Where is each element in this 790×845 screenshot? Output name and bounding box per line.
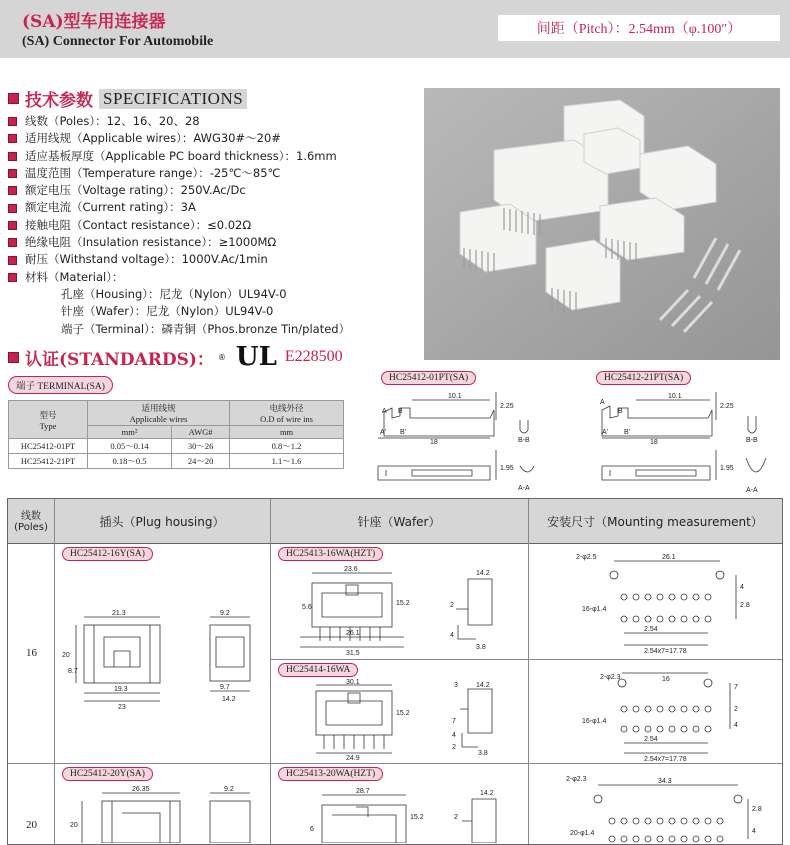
mark-b-prime: B' bbox=[624, 429, 631, 436]
mount-20-drawing bbox=[532, 773, 778, 843]
svg-text:28.7: 28.7 bbox=[356, 788, 370, 795]
svg-text:14.2: 14.2 bbox=[476, 682, 490, 689]
mark-a: A bbox=[382, 408, 387, 415]
svg-text:2-φ2.5: 2-φ2.5 bbox=[576, 554, 597, 561]
svg-text:2.54: 2.54 bbox=[644, 736, 658, 743]
dim-length: 10.1 bbox=[668, 393, 682, 400]
svg-text:20: 20 bbox=[62, 652, 70, 659]
dim-height: 2.25 bbox=[500, 403, 514, 410]
svg-text:2.54x7=17.78: 2.54x7=17.78 bbox=[644, 648, 687, 653]
svg-text:2: 2 bbox=[454, 814, 458, 821]
mark-a-prime: A' bbox=[602, 429, 609, 436]
dim-total: 18 bbox=[650, 439, 658, 446]
svg-text:19.3: 19.3 bbox=[114, 686, 128, 693]
svg-text:14.2: 14.2 bbox=[476, 570, 490, 577]
svg-text:16-φ1.4: 16-φ1.4 bbox=[582, 606, 607, 613]
terminal-01pt-drawing bbox=[372, 386, 552, 496]
bullet-square-icon bbox=[8, 169, 17, 178]
svg-text:16: 16 bbox=[662, 676, 670, 683]
divider bbox=[8, 763, 782, 764]
title-chinese: (SA)型车用连接器 bbox=[22, 12, 166, 32]
mark-a-prime: A' bbox=[380, 429, 387, 436]
svg-text:4: 4 bbox=[740, 584, 744, 591]
spec-item: 额定电流（Current rating）：3A bbox=[8, 199, 350, 216]
section-bb: B-B bbox=[518, 437, 530, 444]
bullet-square-icon bbox=[8, 152, 17, 161]
svg-text:4: 4 bbox=[450, 632, 454, 639]
mount-16-a-drawing bbox=[532, 549, 778, 653]
svg-text:4: 4 bbox=[734, 722, 738, 729]
svg-text:7: 7 bbox=[734, 684, 738, 691]
standards-line bbox=[8, 342, 343, 372]
bullet-square-icon bbox=[8, 117, 17, 126]
ul-file-number: E228500 bbox=[284, 348, 343, 365]
table-cell: 24～20 bbox=[172, 454, 230, 469]
svg-text:34.3: 34.3 bbox=[658, 778, 672, 785]
svg-text:2: 2 bbox=[734, 706, 738, 713]
terminal-label: 端子 TERMINAL(SA) bbox=[8, 376, 113, 394]
divider bbox=[54, 499, 55, 844]
spec-item: 额定电压（Voltage rating）：250V.Ac/Dc bbox=[8, 182, 350, 199]
svg-text:26.1: 26.1 bbox=[662, 554, 676, 561]
divider bbox=[528, 499, 529, 844]
bullet-square-icon bbox=[8, 134, 17, 143]
svg-text:8.7: 8.7 bbox=[68, 668, 78, 675]
table-row bbox=[9, 454, 344, 469]
spec-item: 耐压（Withstand voltage）：1000V.Ac/1min bbox=[8, 251, 350, 268]
svg-text:2: 2 bbox=[450, 602, 454, 609]
svg-text:23.6: 23.6 bbox=[344, 566, 358, 573]
spec-item: 材料（Material）： bbox=[8, 269, 350, 286]
svg-text:20-φ1.4: 20-φ1.4 bbox=[570, 830, 595, 837]
spec-item: 适用线规（Applicable wires）：AWG30#～20# bbox=[8, 130, 350, 147]
bullet-square-icon bbox=[8, 204, 17, 213]
svg-text:26.1: 26.1 bbox=[346, 630, 360, 637]
terminal-table bbox=[8, 400, 344, 469]
divider bbox=[270, 499, 271, 844]
page-header bbox=[0, 0, 790, 58]
plug-16-label: HC25412-16Y(SA) bbox=[62, 547, 153, 561]
table-cell: 0.05～0.14 bbox=[88, 439, 172, 454]
spec-list bbox=[8, 113, 350, 338]
mark-a: A bbox=[600, 399, 605, 406]
spec-item: 绝缘电阻（Insulation resistance）：≥1000MΩ bbox=[8, 234, 350, 251]
svg-text:3.8: 3.8 bbox=[478, 750, 488, 757]
svg-text:4: 4 bbox=[452, 732, 456, 739]
bullet-square-icon bbox=[8, 93, 19, 104]
plug-20-label: HC25412-20Y(SA) bbox=[62, 767, 153, 781]
wafer-16-wa-label: HC25414-16WA bbox=[278, 663, 358, 677]
svg-text:2.54: 2.54 bbox=[644, 626, 658, 633]
dimension-table bbox=[7, 498, 783, 845]
wafer-16-wa-drawing bbox=[276, 679, 526, 761]
svg-text:2.8: 2.8 bbox=[740, 602, 750, 609]
svg-text:14.2: 14.2 bbox=[480, 790, 494, 797]
terminal-01pt-label: HC25412-01PT(SA) bbox=[381, 371, 476, 385]
wafer-20-hzt-drawing bbox=[276, 785, 526, 843]
svg-text:2: 2 bbox=[452, 744, 456, 751]
bullet-square-icon bbox=[8, 273, 17, 282]
bullet-square-icon bbox=[8, 352, 19, 363]
registered-mark: ® bbox=[217, 352, 226, 362]
svg-text:20: 20 bbox=[70, 822, 78, 829]
table-cell: 1.1～1.6 bbox=[230, 454, 344, 469]
table-cell: 30～26 bbox=[172, 439, 230, 454]
table-header-cell: AWG# bbox=[172, 426, 230, 439]
table-cell: 0.18～0.5 bbox=[88, 454, 172, 469]
svg-text:9.7: 9.7 bbox=[220, 684, 230, 691]
mark-b: B bbox=[618, 408, 623, 415]
bullet-square-icon bbox=[8, 238, 17, 247]
col-plug-header: 插头（Plug housing） bbox=[99, 515, 225, 529]
title-english: (SA) Connector For Automobile bbox=[22, 34, 214, 49]
table-header-cell: 型号 Type bbox=[9, 401, 88, 439]
dim-side: 1.95 bbox=[500, 465, 514, 472]
col-poles-header: 线数 (Poles) bbox=[14, 511, 48, 533]
table-cell: HC25412-01PT bbox=[9, 439, 88, 454]
section-bb: B-B bbox=[746, 437, 758, 444]
mount-16-b-drawing bbox=[532, 669, 778, 761]
table-cell: 0.8～1.2 bbox=[230, 439, 344, 454]
material-housing: 孔座（Housing）：尼龙（Nylon）UL94V-0 bbox=[61, 286, 287, 301]
svg-text:7: 7 bbox=[452, 718, 456, 725]
svg-text:14.2: 14.2 bbox=[222, 696, 236, 703]
svg-text:30.1: 30.1 bbox=[346, 679, 360, 686]
material-terminal: 端子（Terminal）：磷青铜（Phos.bronze Tin/plated） bbox=[61, 321, 351, 336]
svg-text:15.2: 15.2 bbox=[396, 600, 410, 607]
svg-text:21.3: 21.3 bbox=[112, 610, 126, 617]
svg-text:4: 4 bbox=[752, 828, 756, 835]
svg-text:6: 6 bbox=[310, 826, 314, 833]
plug-16-drawing bbox=[60, 607, 266, 711]
svg-text:5.6: 5.6 bbox=[302, 604, 312, 611]
wafer-20-hzt-label: HC25413-20WA(HZT) bbox=[278, 767, 383, 781]
spec-item: 适应基板厚度（Applicable PC board thickness）：1.6mm bbox=[8, 148, 350, 165]
spec-heading bbox=[8, 86, 247, 111]
bullet-square-icon bbox=[8, 186, 17, 195]
svg-text:23: 23 bbox=[118, 704, 126, 711]
wafer-16-hzt-label: HC25413-16WA(HZT) bbox=[278, 547, 383, 561]
table-header-cell: 适用线规 Applicable wires bbox=[88, 401, 230, 426]
dim-length: 10.1 bbox=[448, 393, 462, 400]
poles-20: 20 bbox=[26, 819, 37, 831]
section-aa: A-A bbox=[746, 487, 758, 494]
col-mount-header: 安装尺寸（Mounting measurement） bbox=[547, 515, 763, 529]
svg-text:3.8: 3.8 bbox=[476, 644, 486, 651]
mark-b-prime: B' bbox=[400, 429, 407, 436]
svg-text:15.2: 15.2 bbox=[410, 814, 424, 821]
svg-text:15.2: 15.2 bbox=[396, 710, 410, 717]
table-header-cell: mm² bbox=[88, 426, 172, 439]
ul-logo: UL bbox=[235, 342, 277, 372]
svg-text:16-φ1.4: 16-φ1.4 bbox=[582, 718, 607, 725]
svg-text:24.9: 24.9 bbox=[346, 755, 360, 761]
divider bbox=[270, 659, 782, 660]
table-row bbox=[9, 439, 344, 454]
bullet-square-icon bbox=[8, 221, 17, 230]
standards-label: 认证(STANDARDS)： bbox=[25, 349, 214, 370]
spec-item: 温度范围（Temperature range）：-25℃～85℃ bbox=[8, 165, 350, 182]
table-header-row bbox=[9, 401, 344, 426]
terminal-21pt-drawing bbox=[596, 386, 776, 496]
svg-text:2-φ2.3: 2-φ2.3 bbox=[600, 674, 621, 681]
svg-text:26.35: 26.35 bbox=[132, 786, 150, 793]
terminal-21pt-label: HC25412-21PT(SA) bbox=[596, 371, 691, 385]
mark-b: B bbox=[398, 408, 403, 415]
poles-16: 16 bbox=[26, 647, 37, 659]
spec-item: 线数（Poles）：12、16、20、28 bbox=[8, 113, 350, 130]
pitch-box: 间距（Pitch）：2.54mm（φ.100″） bbox=[498, 15, 780, 41]
table-header-cell: 电线外径 O.D of wire ins bbox=[230, 401, 344, 426]
svg-text:2.8: 2.8 bbox=[752, 806, 762, 813]
section-aa: A-A bbox=[518, 485, 530, 492]
bullet-square-icon bbox=[8, 256, 17, 265]
product-photo bbox=[424, 88, 780, 360]
spec-item: 接触电阻（Contact resistance）：≤0.02Ω bbox=[8, 217, 350, 234]
dim-total: 18 bbox=[430, 439, 438, 446]
wafer-16-hzt-drawing bbox=[276, 565, 526, 657]
dim-height: 2.25 bbox=[720, 403, 734, 410]
svg-text:3: 3 bbox=[454, 682, 458, 689]
material-wafer: 针座（Wafer）：尼龙（Nylon）UL94V-0 bbox=[61, 304, 274, 319]
table-cell: HC25412-21PT bbox=[9, 454, 88, 469]
spec-heading-cn: 技术参数 bbox=[25, 91, 93, 111]
svg-text:2-φ2.3: 2-φ2.3 bbox=[566, 776, 587, 783]
plug-20-drawing bbox=[60, 783, 266, 843]
svg-text:2.54x7=17.78: 2.54x7=17.78 bbox=[644, 756, 687, 761]
svg-text:9.2: 9.2 bbox=[220, 610, 230, 617]
spec-heading-en: SPECIFICATIONS bbox=[99, 89, 247, 109]
col-wafer-header: 针座（Wafer） bbox=[357, 515, 441, 529]
dim-side: 1.95 bbox=[720, 465, 734, 472]
svg-text:9.2: 9.2 bbox=[224, 786, 234, 793]
svg-text:31.5: 31.5 bbox=[346, 650, 360, 657]
table-header-cell: mm bbox=[230, 426, 344, 439]
